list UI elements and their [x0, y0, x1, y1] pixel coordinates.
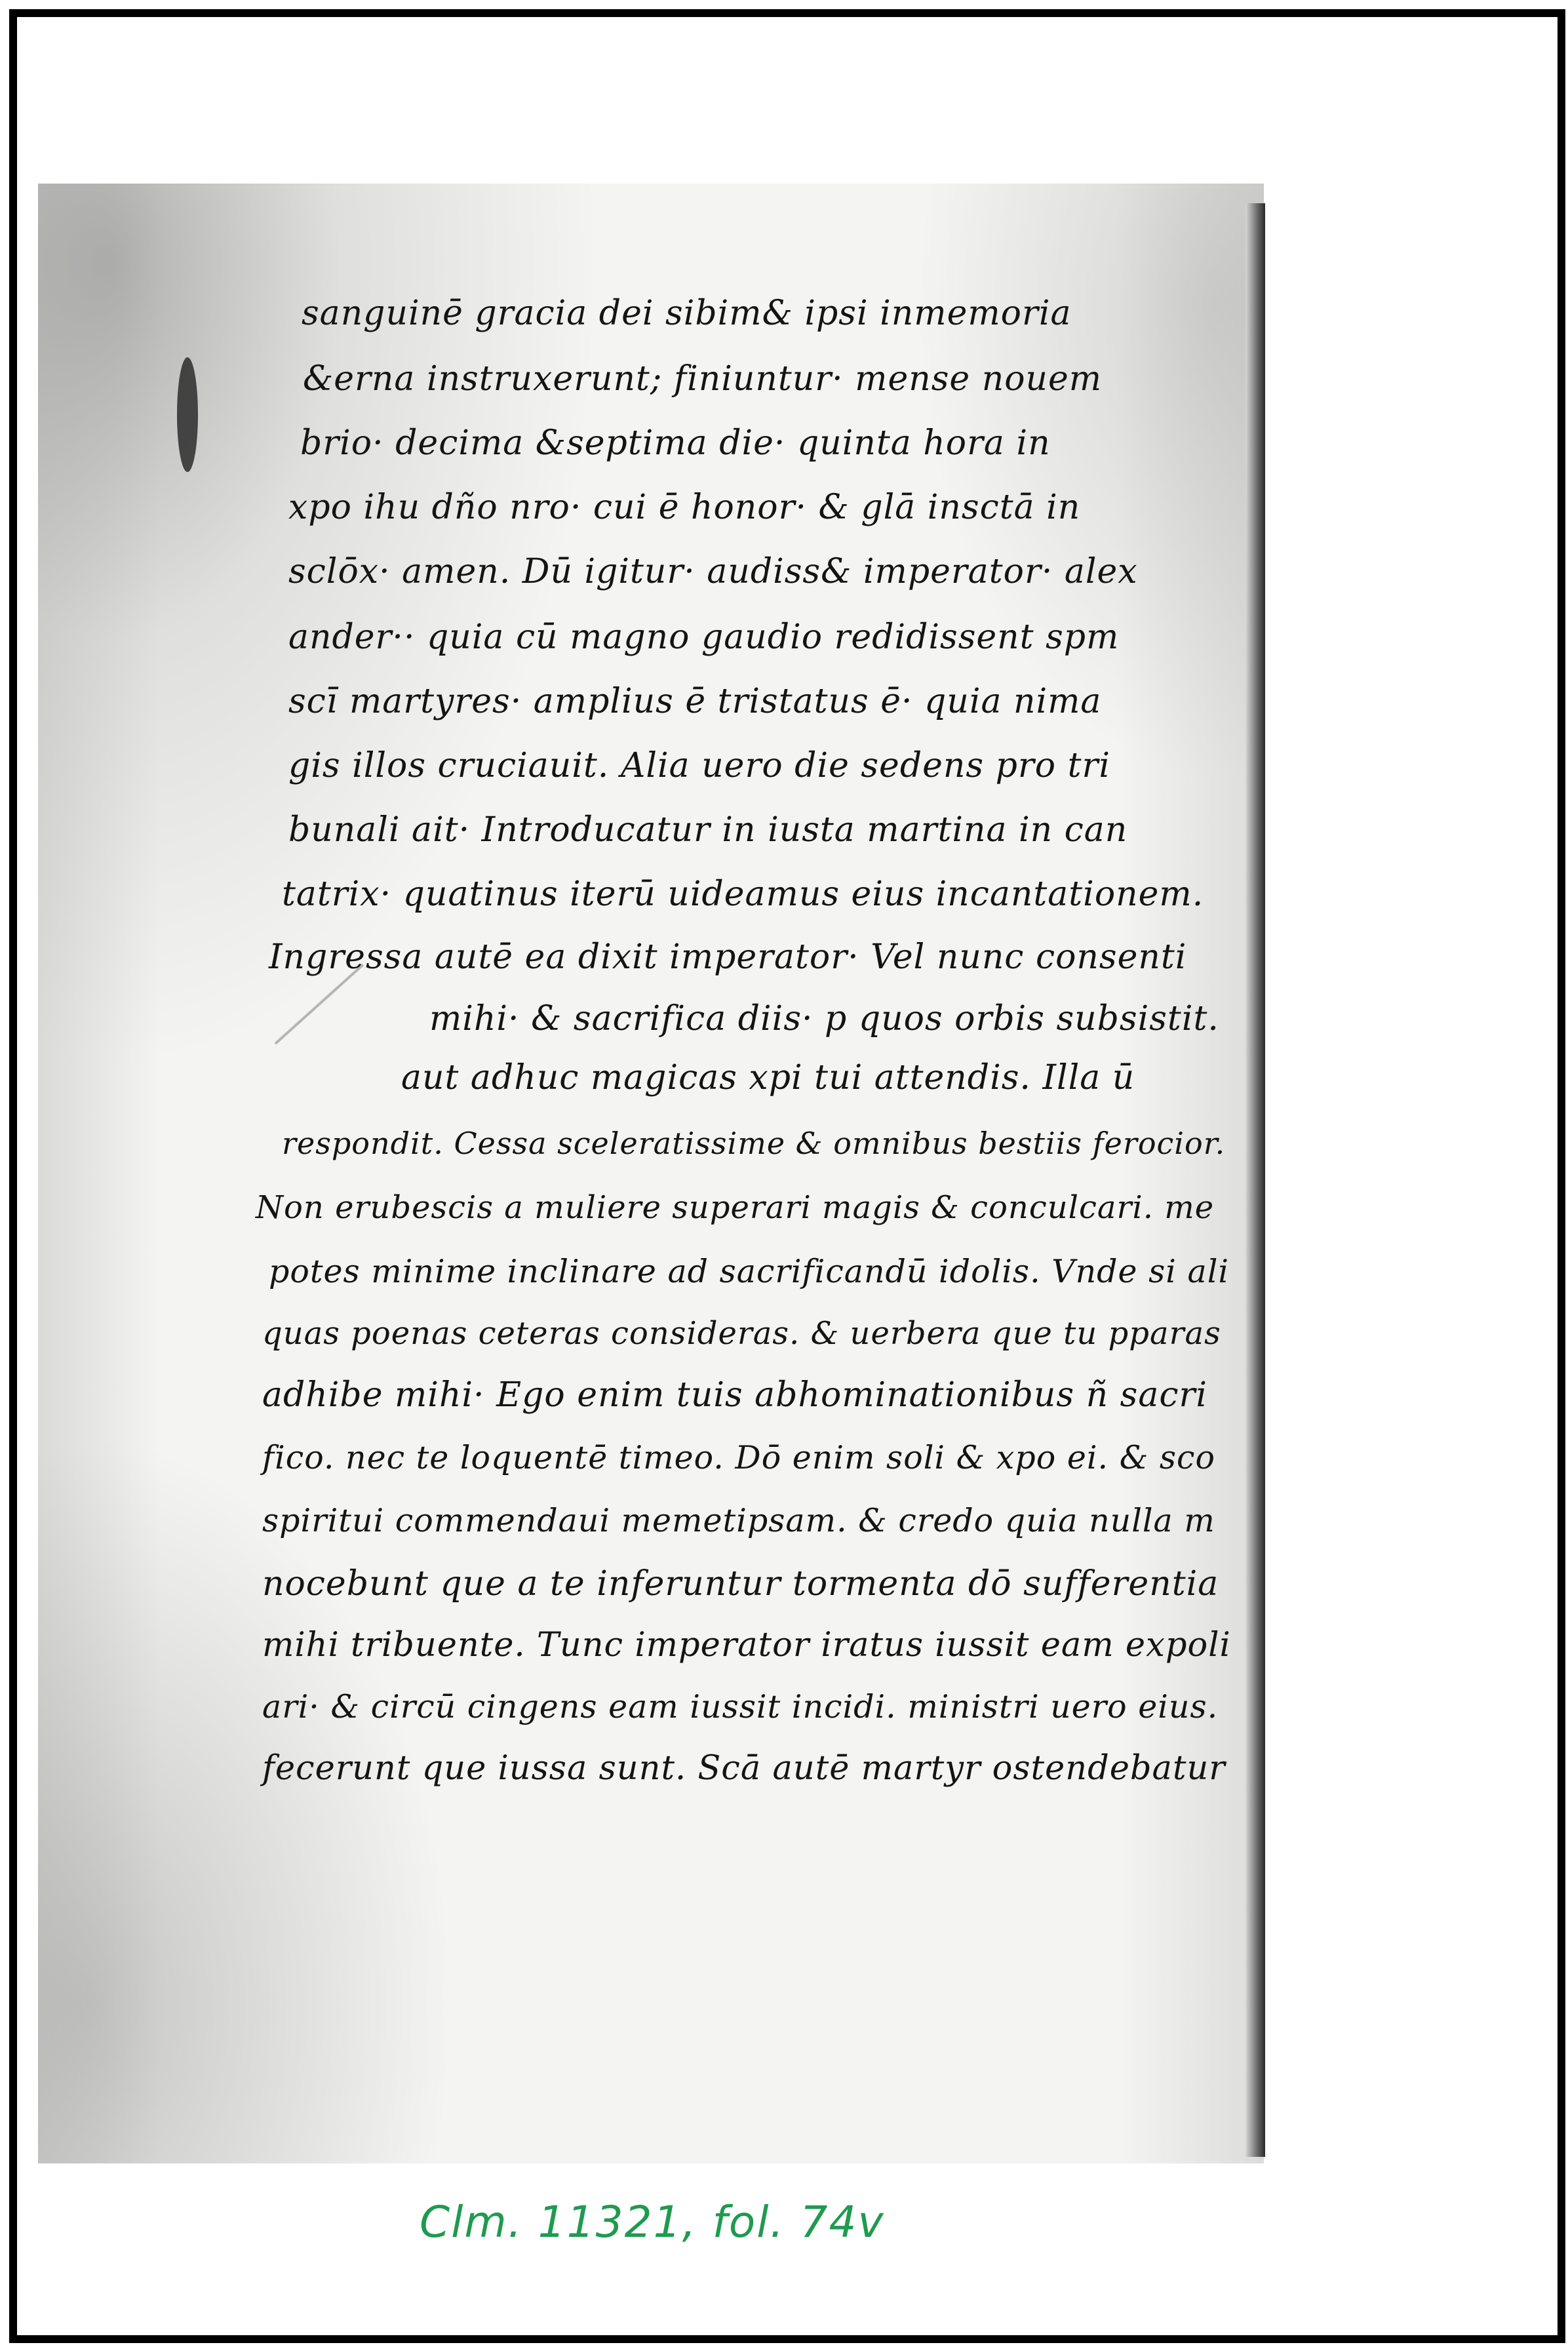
manuscript-line: adhibe mihi· Ego enim tuis abhominationibus ñ sacri: [262, 1375, 1207, 1415]
manuscript-line: scī martyres· amplius ē tristatus ē· quia nima: [288, 682, 1102, 721]
manuscript-line: mihi· & sacrifica diis· p quos orbis subsistit.: [429, 999, 1219, 1038]
manuscript-line: ari· & circū cingens eam iussit incidi. ministri uero eius.: [262, 1688, 1219, 1726]
manuscript-line: tatrix· quatinus iterū uideamus eius incantationem.: [282, 875, 1204, 914]
manuscript-line: respondit. Cessa sceleratissime & omnibus bestiis ferocior.: [282, 1126, 1226, 1161]
manuscript-line: Ingressa autē ea dixit imperator· Vel nunc consenti: [269, 937, 1187, 977]
manuscript-line: xpo ihu dño nro· cui ē honor· & glā insctā in: [288, 488, 1081, 527]
manuscript-line: Non erubescis a muliere superari magis & conculcari. me: [256, 1189, 1215, 1226]
manuscript-line: nocebunt que a te inferuntur tormenta dō sufferentia: [262, 1564, 1219, 1604]
manuscript-line: sclōx· amen. Dū igitur· audiss& imperator· alex: [288, 552, 1138, 591]
manuscript-line: potes minime inclinare ad sacrificandū idolis. Vnde si ali: [269, 1253, 1230, 1290]
manuscript-line: gis illos cruciauit. Alia uero die sedens pro tri: [288, 746, 1110, 785]
manuscript-line: &erna instruxerunt; finiuntur· mense nouem: [303, 359, 1103, 399]
manuscript-line: fico. nec te loquentē timeo. Dō enim soli & xpo ei. & sco: [262, 1439, 1215, 1476]
shelfmark-caption: Clm. 11321, fol. 74v: [420, 2197, 885, 2247]
manuscript-line: spiritui commendaui memetipsam. & credo quia nulla m: [262, 1502, 1215, 1539]
manuscript-line: aut adhuc magicas xpi tui attendis. Illa ū: [401, 1058, 1135, 1097]
manuscript-line: ander·· quia cū magno gaudio redidissent spm: [288, 618, 1120, 657]
manuscript-line: brio· decima &septima die· quinta hora in: [300, 424, 1051, 463]
manuscript-line: bunali ait· Introducatur in iusta martina in can: [288, 810, 1128, 850]
manuscript-line: sanguinē gracia dei sibim& ipsi inmemoria: [302, 294, 1072, 333]
manuscript-line: mihi tribuente. Tunc imperator iratus iussit eam expoli: [262, 1626, 1231, 1665]
manuscript-line: fecerunt que iussa sunt. Scā autē martyr ostendebatur: [262, 1749, 1226, 1788]
manuscript-line: quas poenas ceteras consideras. & uerbera que tu pparas: [262, 1315, 1221, 1352]
